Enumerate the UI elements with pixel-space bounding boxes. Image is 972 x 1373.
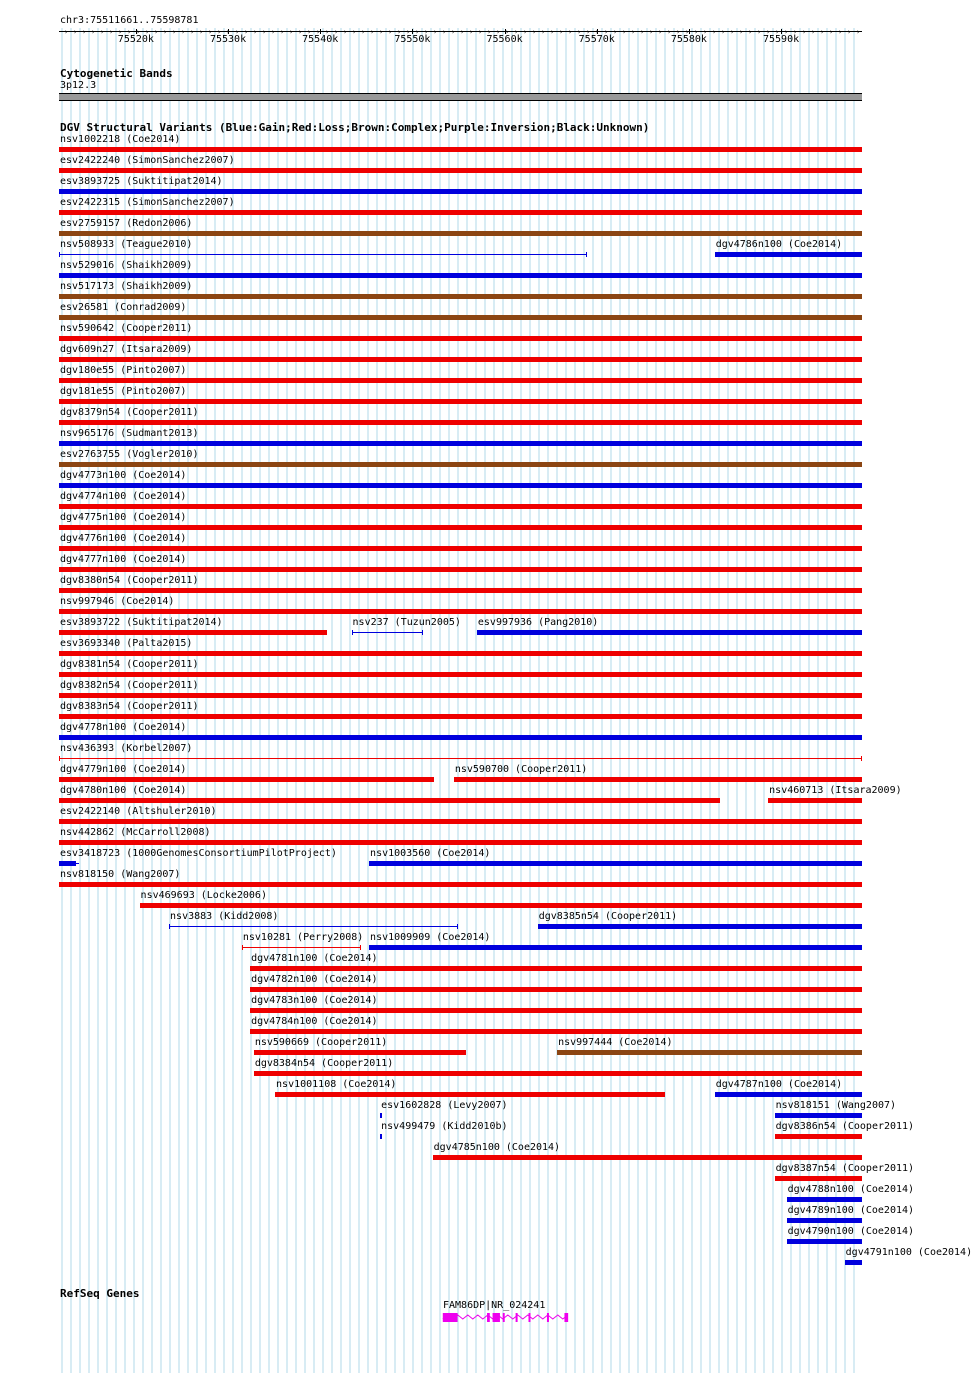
variant-end-tick xyxy=(59,252,60,257)
strand-arrow-icon: › xyxy=(334,28,339,36)
strand-arrow-icon: › xyxy=(613,28,618,36)
ruler-tick-label: 75570k xyxy=(578,34,615,45)
strand-arrow-icon: › xyxy=(433,28,438,36)
variant-label[interactable]: nsv590700 (Cooper2011) xyxy=(454,764,588,775)
variant-label[interactable]: nsv1002218 (Coe2014) xyxy=(60,134,181,145)
strand-arrow-icon: › xyxy=(559,28,564,36)
variant-label[interactable]: dgv4774n100 (Coe2014) xyxy=(60,491,187,502)
variant-label[interactable]: dgv4779n100 (Coe2014) xyxy=(60,764,187,775)
variant-label[interactable]: nsv997946 (Coe2014) xyxy=(60,596,175,607)
variant-label[interactable]: dgv4780n100 (Coe2014) xyxy=(60,785,187,796)
gene-exon xyxy=(493,1313,500,1322)
variant-bar[interactable] xyxy=(59,672,862,677)
variant-bar[interactable] xyxy=(775,1134,862,1139)
variant-label[interactable]: nsv460713 (Itsara2009) xyxy=(769,785,902,796)
strand-arrow-icon: › xyxy=(748,28,753,36)
strand-arrow-icon: › xyxy=(370,28,375,36)
variant-label[interactable]: nsv436393 (Korbel2007) xyxy=(60,743,193,754)
strand-arrow-icon: › xyxy=(667,28,672,36)
ruler-tick-label: 75540k xyxy=(302,34,339,45)
variant-bar[interactable] xyxy=(59,210,862,215)
variant-label[interactable]: nsv442862 (McCarroll2008) xyxy=(60,827,211,838)
strand-arrow-icon: › xyxy=(523,28,528,36)
variant-label[interactable]: esv2763755 (Vogler2010) xyxy=(60,449,199,460)
variant-bar[interactable] xyxy=(715,252,862,257)
variant-bar[interactable] xyxy=(59,504,862,509)
variant-end-tick xyxy=(169,924,170,929)
variant-bar[interactable] xyxy=(715,1092,862,1097)
variant-bar[interactable] xyxy=(250,1029,862,1034)
variant-label[interactable]: dgv609n27 (Itsara2009) xyxy=(60,344,193,355)
variant-bar[interactable] xyxy=(59,546,862,551)
variant-label[interactable]: dgv180e55 (Pinto2007) xyxy=(60,365,187,376)
variant-label[interactable]: esv2759157 (Redon2006) xyxy=(60,218,193,229)
strand-arrow-icon: › xyxy=(397,28,402,36)
variant-bar[interactable] xyxy=(59,735,862,740)
strand-arrow-icon: › xyxy=(406,28,411,36)
strand-arrow-icon: › xyxy=(721,28,726,36)
dgv-track-title[interactable]: DGV Structural Variants (Blue:Gain;Red:Loss;Brown:Complex;Purple:Inversion;Black:Unknown) xyxy=(60,121,650,134)
cytoband-track-title[interactable]: Cytogenetic Bands xyxy=(60,67,173,80)
strand-arrow-icon: › xyxy=(172,28,177,36)
strand-arrow-icon: › xyxy=(676,28,681,36)
variant-label[interactable]: esv997936 (Pang2010) xyxy=(477,617,599,628)
gene-exon xyxy=(529,1313,531,1322)
strand-arrow-icon: › xyxy=(514,28,519,36)
variant-label[interactable]: nsv1003560 (Coe2014) xyxy=(370,848,491,859)
variant-bar[interactable] xyxy=(352,632,424,633)
strand-arrow-icon: › xyxy=(118,28,123,36)
variant-label[interactable]: dgv8386n54 (Cooper2011) xyxy=(775,1121,915,1132)
variant-bar[interactable] xyxy=(433,1155,862,1160)
ruler-tick-label: 75590k xyxy=(763,34,800,45)
strand-arrow-icon: › xyxy=(712,28,717,36)
variant-bar[interactable] xyxy=(250,1008,862,1013)
strand-arrow-icon: › xyxy=(136,28,141,36)
strand-arrow-icon: › xyxy=(100,28,105,36)
variant-bar[interactable] xyxy=(59,231,862,236)
strand-arrow-icon: › xyxy=(829,28,834,36)
variant-bar[interactable] xyxy=(59,294,862,299)
variant-label[interactable]: dgv4777n100 (Coe2014) xyxy=(60,554,187,565)
variant-label[interactable]: dgv8380n54 (Cooper2011) xyxy=(60,575,199,586)
variant-bar[interactable] xyxy=(369,945,862,950)
variant-end-tick xyxy=(586,252,587,257)
variant-label[interactable]: dgv4791n100 (Coe2014) xyxy=(845,1247,972,1258)
strand-arrow-icon: › xyxy=(442,28,447,36)
variant-label[interactable]: dgv8384n54 (Cooper2011) xyxy=(254,1058,394,1069)
strand-arrow-icon: › xyxy=(577,28,582,36)
variant-bar[interactable] xyxy=(59,147,862,152)
strand-arrow-icon: › xyxy=(478,28,483,36)
variant-label[interactable]: nsv818150 (Wang2007) xyxy=(60,869,181,880)
variant-label[interactable]: dgv4783n100 (Coe2014) xyxy=(251,995,378,1006)
variant-bar[interactable] xyxy=(250,987,862,992)
strand-arrow-icon: › xyxy=(595,28,600,36)
variant-label[interactable]: nsv590669 (Cooper2011) xyxy=(254,1037,388,1048)
strand-arrow-icon: › xyxy=(838,28,843,36)
strand-arrow-icon: › xyxy=(190,28,195,36)
strand-arrow-icon: › xyxy=(784,28,789,36)
variant-bar[interactable] xyxy=(59,483,862,488)
strand-arrow-icon: › xyxy=(739,28,744,36)
variant-label[interactable]: dgv8379n54 (Cooper2011) xyxy=(60,407,199,418)
variant-bar[interactable] xyxy=(557,1050,862,1055)
variant-label[interactable]: nsv965176 (Sudmant2013) xyxy=(60,428,199,439)
strand-arrow-icon: › xyxy=(253,28,258,36)
variant-label[interactable]: esv3418723 (1000GenomesConsortiumPilotProject) xyxy=(60,848,337,859)
variant-bar[interactable] xyxy=(59,357,862,362)
variant-bar[interactable] xyxy=(59,777,434,782)
variant-bar[interactable] xyxy=(140,903,862,908)
variant-end-tick xyxy=(360,945,361,950)
strand-arrow-icon: › xyxy=(217,28,222,36)
variant-label[interactable]: nsv1009909 (Coe2014) xyxy=(370,932,491,943)
variant-end-tick xyxy=(457,924,458,929)
variant-label[interactable]: nsv818151 (Wang2007) xyxy=(775,1100,897,1111)
variant-label[interactable]: nsv1001108 (Coe2014) xyxy=(276,1079,397,1090)
strand-arrow-icon: › xyxy=(226,28,231,36)
variant-bar[interactable] xyxy=(59,273,862,278)
variant-bar[interactable] xyxy=(59,819,862,824)
variant-bar[interactable] xyxy=(59,254,587,255)
gene-exon xyxy=(487,1313,490,1322)
variant-bar[interactable] xyxy=(59,651,862,656)
strand-arrow-icon: › xyxy=(91,28,96,36)
variant-label[interactable]: nsv10281 (Perry2008) xyxy=(242,932,364,943)
variant-bar[interactable] xyxy=(275,1092,665,1097)
strand-arrow-icon: › xyxy=(640,28,645,36)
variant-bar[interactable] xyxy=(242,947,361,948)
strand-arrow-icon: › xyxy=(307,28,312,36)
variant-bar[interactable] xyxy=(59,882,862,887)
cytoband-bar[interactable] xyxy=(59,93,862,101)
variant-bar[interactable] xyxy=(59,840,862,845)
variant-label[interactable]: dgv4790n100 (Coe2014) xyxy=(787,1226,915,1237)
variant-end-tick xyxy=(352,630,353,635)
strand-arrow-icon: › xyxy=(271,28,276,36)
strand-arrow-icon: › xyxy=(586,28,591,36)
ruler-tick-label: 75520k xyxy=(117,34,154,45)
strand-arrow-icon: › xyxy=(424,28,429,36)
variant-end-tick xyxy=(422,630,423,635)
strand-arrow-icon: › xyxy=(856,28,861,36)
variant-bar[interactable] xyxy=(59,189,862,194)
strand-arrow-icon: › xyxy=(64,28,69,36)
variant-bar[interactable] xyxy=(768,798,862,803)
refseq-gene-model[interactable] xyxy=(0,1310,890,1326)
variant-label[interactable]: dgv4781n100 (Coe2014) xyxy=(251,953,378,964)
strand-arrow-icon: › xyxy=(757,28,762,36)
variant-bar[interactable] xyxy=(380,1134,382,1139)
variant-bar[interactable] xyxy=(59,609,862,614)
variant-bar[interactable] xyxy=(59,693,862,698)
strand-arrow-icon: › xyxy=(496,28,501,36)
variant-label[interactable]: dgv8387n54 (Cooper2011) xyxy=(775,1163,915,1174)
strand-arrow-icon: › xyxy=(685,28,690,36)
ruler-tick-label: 75550k xyxy=(394,34,431,45)
variant-label[interactable]: dgv4782n100 (Coe2014) xyxy=(251,974,378,985)
variant-bar[interactable] xyxy=(59,798,720,803)
refseq-track-title[interactable]: RefSeq Genes xyxy=(60,1287,140,1300)
variant-bar[interactable] xyxy=(538,924,862,929)
variant-label[interactable]: dgv8382n54 (Cooper2011) xyxy=(60,680,199,691)
gene-exon xyxy=(547,1313,549,1322)
strand-arrow-icon: › xyxy=(235,28,240,36)
variant-bar[interactable] xyxy=(845,1260,862,1265)
gene-exon xyxy=(443,1313,458,1322)
variant-label[interactable]: esv2422240 (SimonSanchez2007) xyxy=(60,155,235,166)
strand-arrow-icon: › xyxy=(109,28,114,36)
strand-arrow-icon: › xyxy=(199,28,204,36)
variant-label[interactable]: dgv4776n100 (Coe2014) xyxy=(60,533,187,544)
variant-bar[interactable] xyxy=(477,630,862,635)
strand-arrow-icon: › xyxy=(73,28,78,36)
strand-arrow-icon: › xyxy=(280,28,285,36)
variant-label[interactable]: nsv997444 (Coe2014) xyxy=(558,1037,673,1048)
variant-bar[interactable] xyxy=(59,567,862,572)
variant-end-tick xyxy=(242,945,243,950)
variant-bar[interactable] xyxy=(59,420,862,425)
variant-end-tick xyxy=(59,756,60,761)
variant-label[interactable]: esv2422315 (SimonSanchez2007) xyxy=(60,197,235,208)
variant-bar[interactable] xyxy=(454,777,862,782)
strand-arrow-icon: › xyxy=(379,28,384,36)
variant-label[interactable]: nsv517173 (Shaikh2009) xyxy=(60,281,193,292)
strand-arrow-icon: › xyxy=(127,28,132,36)
variant-bar[interactable] xyxy=(59,168,862,173)
variant-bar[interactable] xyxy=(59,525,862,530)
strand-arrow-icon: › xyxy=(766,28,771,36)
variant-label[interactable]: esv3893722 (Suktitipat2014) xyxy=(60,617,223,628)
strand-arrow-icon: › xyxy=(388,28,393,36)
ruler-tick-label: 75580k xyxy=(670,34,707,45)
ruler-tick-label: 75530k xyxy=(209,34,247,45)
strand-arrow-icon: › xyxy=(163,28,168,36)
variant-bar[interactable] xyxy=(169,926,457,927)
variant-label[interactable]: dgv4775n100 (Coe2014) xyxy=(60,512,187,523)
variant-label[interactable]: dgv8383n54 (Cooper2011) xyxy=(60,701,199,712)
variant-label[interactable]: dgv4787n100 (Coe2014) xyxy=(715,1079,843,1090)
strand-arrow-icon: › xyxy=(694,28,699,36)
variant-label[interactable]: esv3893725 (Suktitipat2014) xyxy=(60,176,223,187)
variant-end-tick xyxy=(861,756,862,761)
variant-bar[interactable] xyxy=(59,336,862,341)
variant-bar[interactable] xyxy=(59,588,862,593)
strand-arrow-icon: › xyxy=(181,28,186,36)
variant-label[interactable]: dgv8381n54 (Cooper2011) xyxy=(60,659,199,670)
strand-arrow-icon: › xyxy=(703,28,708,36)
strand-arrow-icon: › xyxy=(469,28,474,36)
variant-bar[interactable] xyxy=(59,630,327,635)
variant-connector xyxy=(59,863,79,864)
variant-bar[interactable] xyxy=(59,441,862,446)
strand-arrow-icon: › xyxy=(451,28,456,36)
strand-arrow-icon: › xyxy=(550,28,555,36)
strand-arrow-icon: › xyxy=(208,28,213,36)
position-ruler xyxy=(59,28,862,45)
strand-arrow-icon: › xyxy=(289,28,294,36)
cytoband-label: 3p12.3 xyxy=(60,80,97,91)
variant-label[interactable]: dgv4778n100 (Coe2014) xyxy=(60,722,187,733)
variant-label[interactable]: nsv499479 (Kidd2010b) xyxy=(381,1121,508,1132)
variant-bar[interactable] xyxy=(250,966,862,971)
variant-label[interactable]: dgv4785n100 (Coe2014) xyxy=(433,1142,561,1153)
strand-arrow-icon: › xyxy=(847,28,852,36)
strand-arrow-icon: › xyxy=(316,28,321,36)
variant-bar[interactable] xyxy=(254,1071,862,1076)
variant-label[interactable]: esv2422140 (Altshuler2010) xyxy=(60,806,217,817)
strand-arrow-icon: › xyxy=(541,28,546,36)
variant-bar[interactable] xyxy=(775,1176,862,1181)
variant-bar[interactable] xyxy=(59,758,862,759)
variant-label[interactable]: nsv508933 (Teague2010) xyxy=(60,239,193,250)
gene-exon xyxy=(516,1313,518,1322)
variant-bar[interactable] xyxy=(59,315,862,320)
strand-arrow-icon: › xyxy=(262,28,267,36)
strand-arrow-icon: › xyxy=(298,28,303,36)
variant-label[interactable]: nsv237 (Tuzun2005) xyxy=(352,617,461,628)
strand-arrow-icon: › xyxy=(775,28,780,36)
strand-arrow-icon: › xyxy=(505,28,510,36)
strand-arrow-icon: › xyxy=(568,28,573,36)
variant-label[interactable]: dgv4789n100 (Coe2014) xyxy=(787,1205,915,1216)
variant-label[interactable]: esv1602828 (Levy2007) xyxy=(381,1100,508,1111)
variant-label[interactable]: esv26581 (Conrad2009) xyxy=(60,302,187,313)
variant-bar[interactable] xyxy=(787,1197,862,1202)
variant-bar[interactable] xyxy=(59,714,862,719)
strand-arrow-icon: › xyxy=(793,28,798,36)
strand-arrow-icon: › xyxy=(622,28,627,36)
strand-arrow-icon: › xyxy=(460,28,465,36)
strand-arrow-icon: › xyxy=(649,28,654,36)
variant-label[interactable]: nsv590642 (Cooper2011) xyxy=(60,323,193,334)
strand-arrow-icon: › xyxy=(244,28,249,36)
strand-arrow-icon: › xyxy=(343,28,348,36)
strand-arrow-icon: › xyxy=(487,28,492,36)
variant-label[interactable]: dgv8385n54 (Cooper2011) xyxy=(538,911,678,922)
variant-label[interactable]: dgv4773n100 (Coe2014) xyxy=(60,470,187,481)
variant-bar[interactable] xyxy=(59,462,862,467)
gene-intron-line xyxy=(443,1315,568,1319)
strand-arrow-icon: › xyxy=(361,28,366,36)
coordinate-label: chr3:75511661..75598781 xyxy=(60,15,199,26)
variant-bar[interactable] xyxy=(254,1050,466,1055)
variant-label[interactable]: dgv4786n100 (Coe2014) xyxy=(715,239,843,250)
strand-arrow-icon: › xyxy=(730,28,735,36)
variant-label[interactable]: esv3693340 (Palta2015) xyxy=(60,638,193,649)
gene-exon xyxy=(503,1313,505,1322)
gene-exon xyxy=(564,1313,568,1322)
strand-arrow-icon: › xyxy=(802,28,807,36)
strand-arrow-icon: › xyxy=(631,28,636,36)
variant-bar[interactable] xyxy=(787,1239,862,1244)
strand-arrow-icon: › xyxy=(82,28,87,36)
strand-arrow-icon: › xyxy=(820,28,825,36)
strand-arrow-icon: › xyxy=(811,28,816,36)
variant-bar[interactable] xyxy=(369,861,862,866)
strand-arrow-icon: › xyxy=(532,28,537,36)
strand-arrow-icon: › xyxy=(352,28,357,36)
variant-label[interactable]: nsv3883 (Kidd2008) xyxy=(170,911,279,922)
strand-arrow-icon: › xyxy=(415,28,420,36)
variant-label[interactable]: dgv181e55 (Pinto2007) xyxy=(60,386,187,397)
refseq-gene-label[interactable]: FAM86DP|NR_024241 xyxy=(443,1300,546,1311)
variant-bar[interactable] xyxy=(59,378,862,383)
variant-bar[interactable] xyxy=(380,1113,382,1118)
variant-label[interactable]: nsv469693 (Locke2006) xyxy=(140,890,267,901)
variant-label[interactable]: dgv4788n100 (Coe2014) xyxy=(787,1184,915,1195)
variant-bar[interactable] xyxy=(59,399,862,404)
variant-label[interactable]: dgv4784n100 (Coe2014) xyxy=(251,1016,378,1027)
strand-arrow-icon: › xyxy=(154,28,159,36)
ruler-tick-label: 75560k xyxy=(486,34,523,45)
strand-arrow-icon: › xyxy=(145,28,150,36)
variant-label[interactable]: nsv529016 (Shaikh2009) xyxy=(60,260,193,271)
strand-arrow-icon: › xyxy=(604,28,609,36)
variant-bar[interactable] xyxy=(787,1218,862,1223)
strand-arrow-icon: › xyxy=(325,28,330,36)
variant-bar[interactable] xyxy=(775,1113,862,1118)
strand-arrow-icon: › xyxy=(658,28,663,36)
